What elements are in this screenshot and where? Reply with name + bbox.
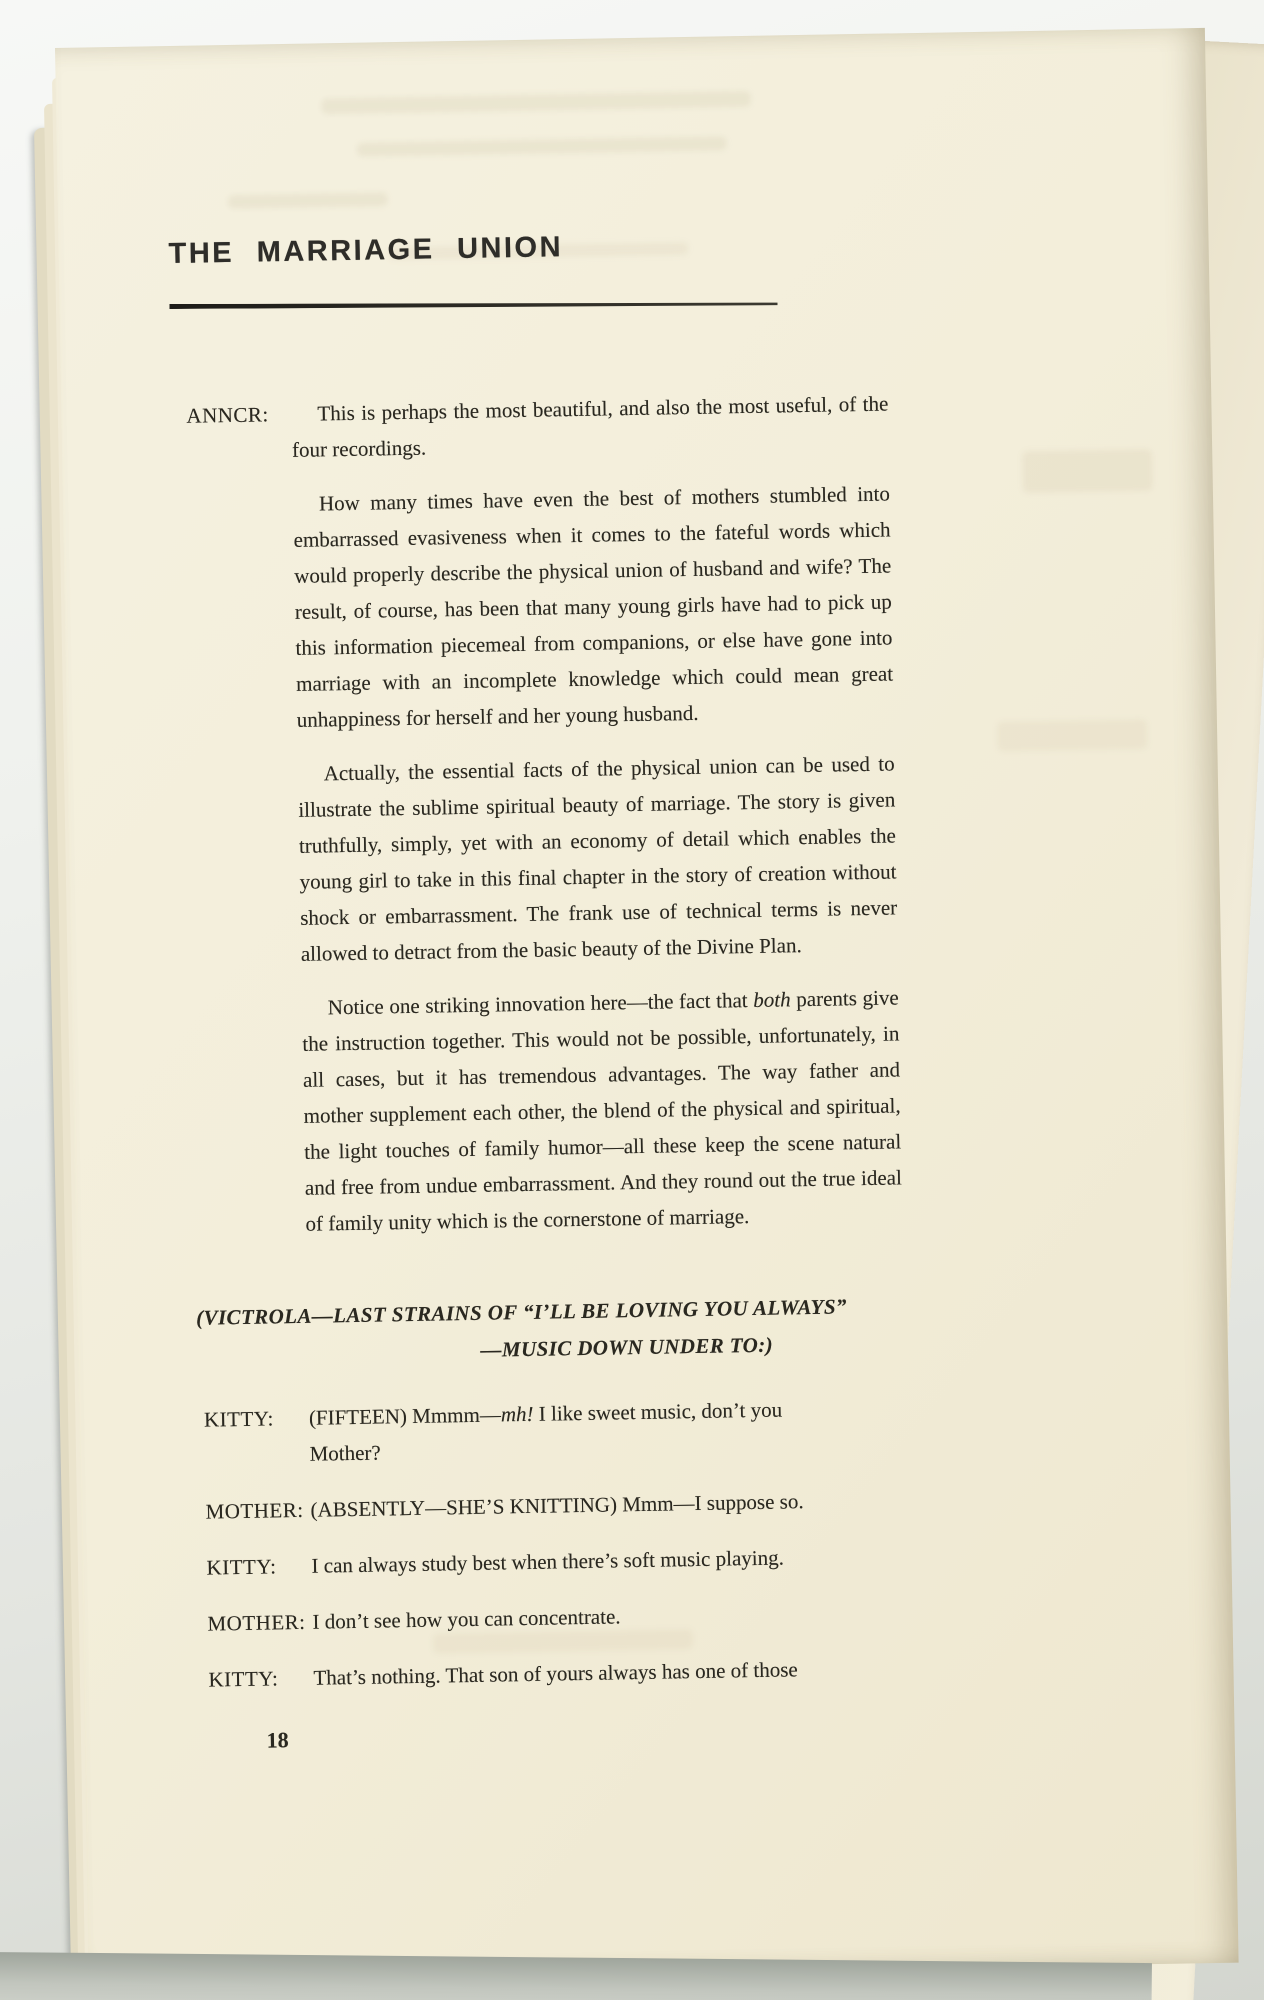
- script-paragraph: How many times have even the best of mothers stumbled into embarrassed evasiveness when it comes to the fateful words which would properly describe the physical union of husband and wife? The result, of course, has been that many young girls have had to pick up this information piecemeal from companions, or else have gone into marriage with an incomplete knowledge which could mean great unhappiness for herself and her young husband.: [293, 481, 894, 732]
- dialogue-text-col: [313, 1649, 911, 1695]
- italic-word: both: [753, 987, 791, 1012]
- speaker-label-anncr: ANNCR:: [186, 402, 269, 428]
- dialogue-text: Mother?: [309, 1440, 381, 1466]
- speaker-label: KITTY:: [208, 1666, 279, 1692]
- announcer-text: [291, 386, 903, 1242]
- dialogue-text-col: [310, 1481, 908, 1527]
- stage-direction: [196, 1287, 907, 1373]
- speaker-label: MOTHER:: [207, 1609, 306, 1636]
- page-title: THE MARRIAGE UNION: [168, 231, 564, 271]
- page-number: 18: [266, 1727, 289, 1753]
- show-through-ghost: [321, 91, 751, 115]
- dialogue-row: [204, 1389, 917, 1473]
- dialogue-row: [208, 1649, 921, 1697]
- announcer-block: [186, 385, 913, 1243]
- dialogue-row: [205, 1481, 918, 1529]
- script-paragraph: This is perhaps the most beautiful, and also the most useful, of the four recordings.: [291, 391, 889, 462]
- dialogue-text-col: [309, 1389, 907, 1471]
- italic-word: mh!: [500, 1401, 534, 1427]
- dialogue-row: [206, 1537, 919, 1585]
- show-through-ghost: [357, 136, 727, 156]
- show-through-ghost: [228, 192, 388, 209]
- paragraph-text: Notice one striking innovation here—the fact that: [327, 987, 754, 1020]
- dialogue-fragment: I like sweet music, don’t you: [533, 1397, 783, 1426]
- dialogue-text: (ABSENTLY—SHE’S KNITTING) Mmm—I suppose so.: [310, 1489, 804, 1522]
- speaker-label: KITTY:: [206, 1554, 277, 1580]
- dialogue-text: That’s nothing. That son of yours always has one of those: [313, 1657, 798, 1690]
- dialogue-fragment: (FIFTEEN) Mmmm—: [308, 1402, 502, 1430]
- title-rule: [169, 301, 777, 309]
- dialogue-text: I can always study best when there’s soft music playing.: [311, 1545, 785, 1578]
- script-paragraph: Actually, the essential facts of the physical union can be used to illustrate the sublime spiritual beauty of marriage. The story is given truthfully, simply, yet with an economy of detail which enables the young girl to take in this final chapter in the story of creation without shock or embarrassment. The frank use of technical terms is never allowed to detract from the basic beauty of the Divine Plan.: [298, 751, 898, 966]
- script-paragraph: [301, 979, 902, 1241]
- show-through-ghost: [1022, 449, 1153, 493]
- dialogue-text-col: [311, 1537, 909, 1583]
- dialogue-text: I don’t see how you can concentrate.: [312, 1604, 621, 1634]
- dialogue-text-col: [312, 1593, 910, 1639]
- show-through-ghost: [997, 719, 1148, 752]
- speaker-label: KITTY:: [203, 1406, 275, 1432]
- stage-direction-line: (VICTROLA—LAST STRAINS OF “I’LL BE LOVING YOU ALWAYS”: [195, 1294, 848, 1330]
- paragraph-text: parents give the instruction together. This would not be possible, unfortunately, in all cases, but it has tremendous advantages. The way father and mother supplement each other, the blend of the physical and spiritual, the light touches of family humor—all these keep the scene natural and free from undue embarrassment. And they round out the true ideal of family unity which is the cornerstone of marriage.: [302, 985, 903, 1236]
- booklet-page: [55, 28, 1239, 1983]
- dialogue-row: [207, 1593, 920, 1641]
- script-body: [186, 385, 922, 1759]
- speaker-label: MOTHER:: [205, 1497, 304, 1524]
- stage-direction-line: —MUSIC DOWN UNDER TO:): [480, 1332, 774, 1362]
